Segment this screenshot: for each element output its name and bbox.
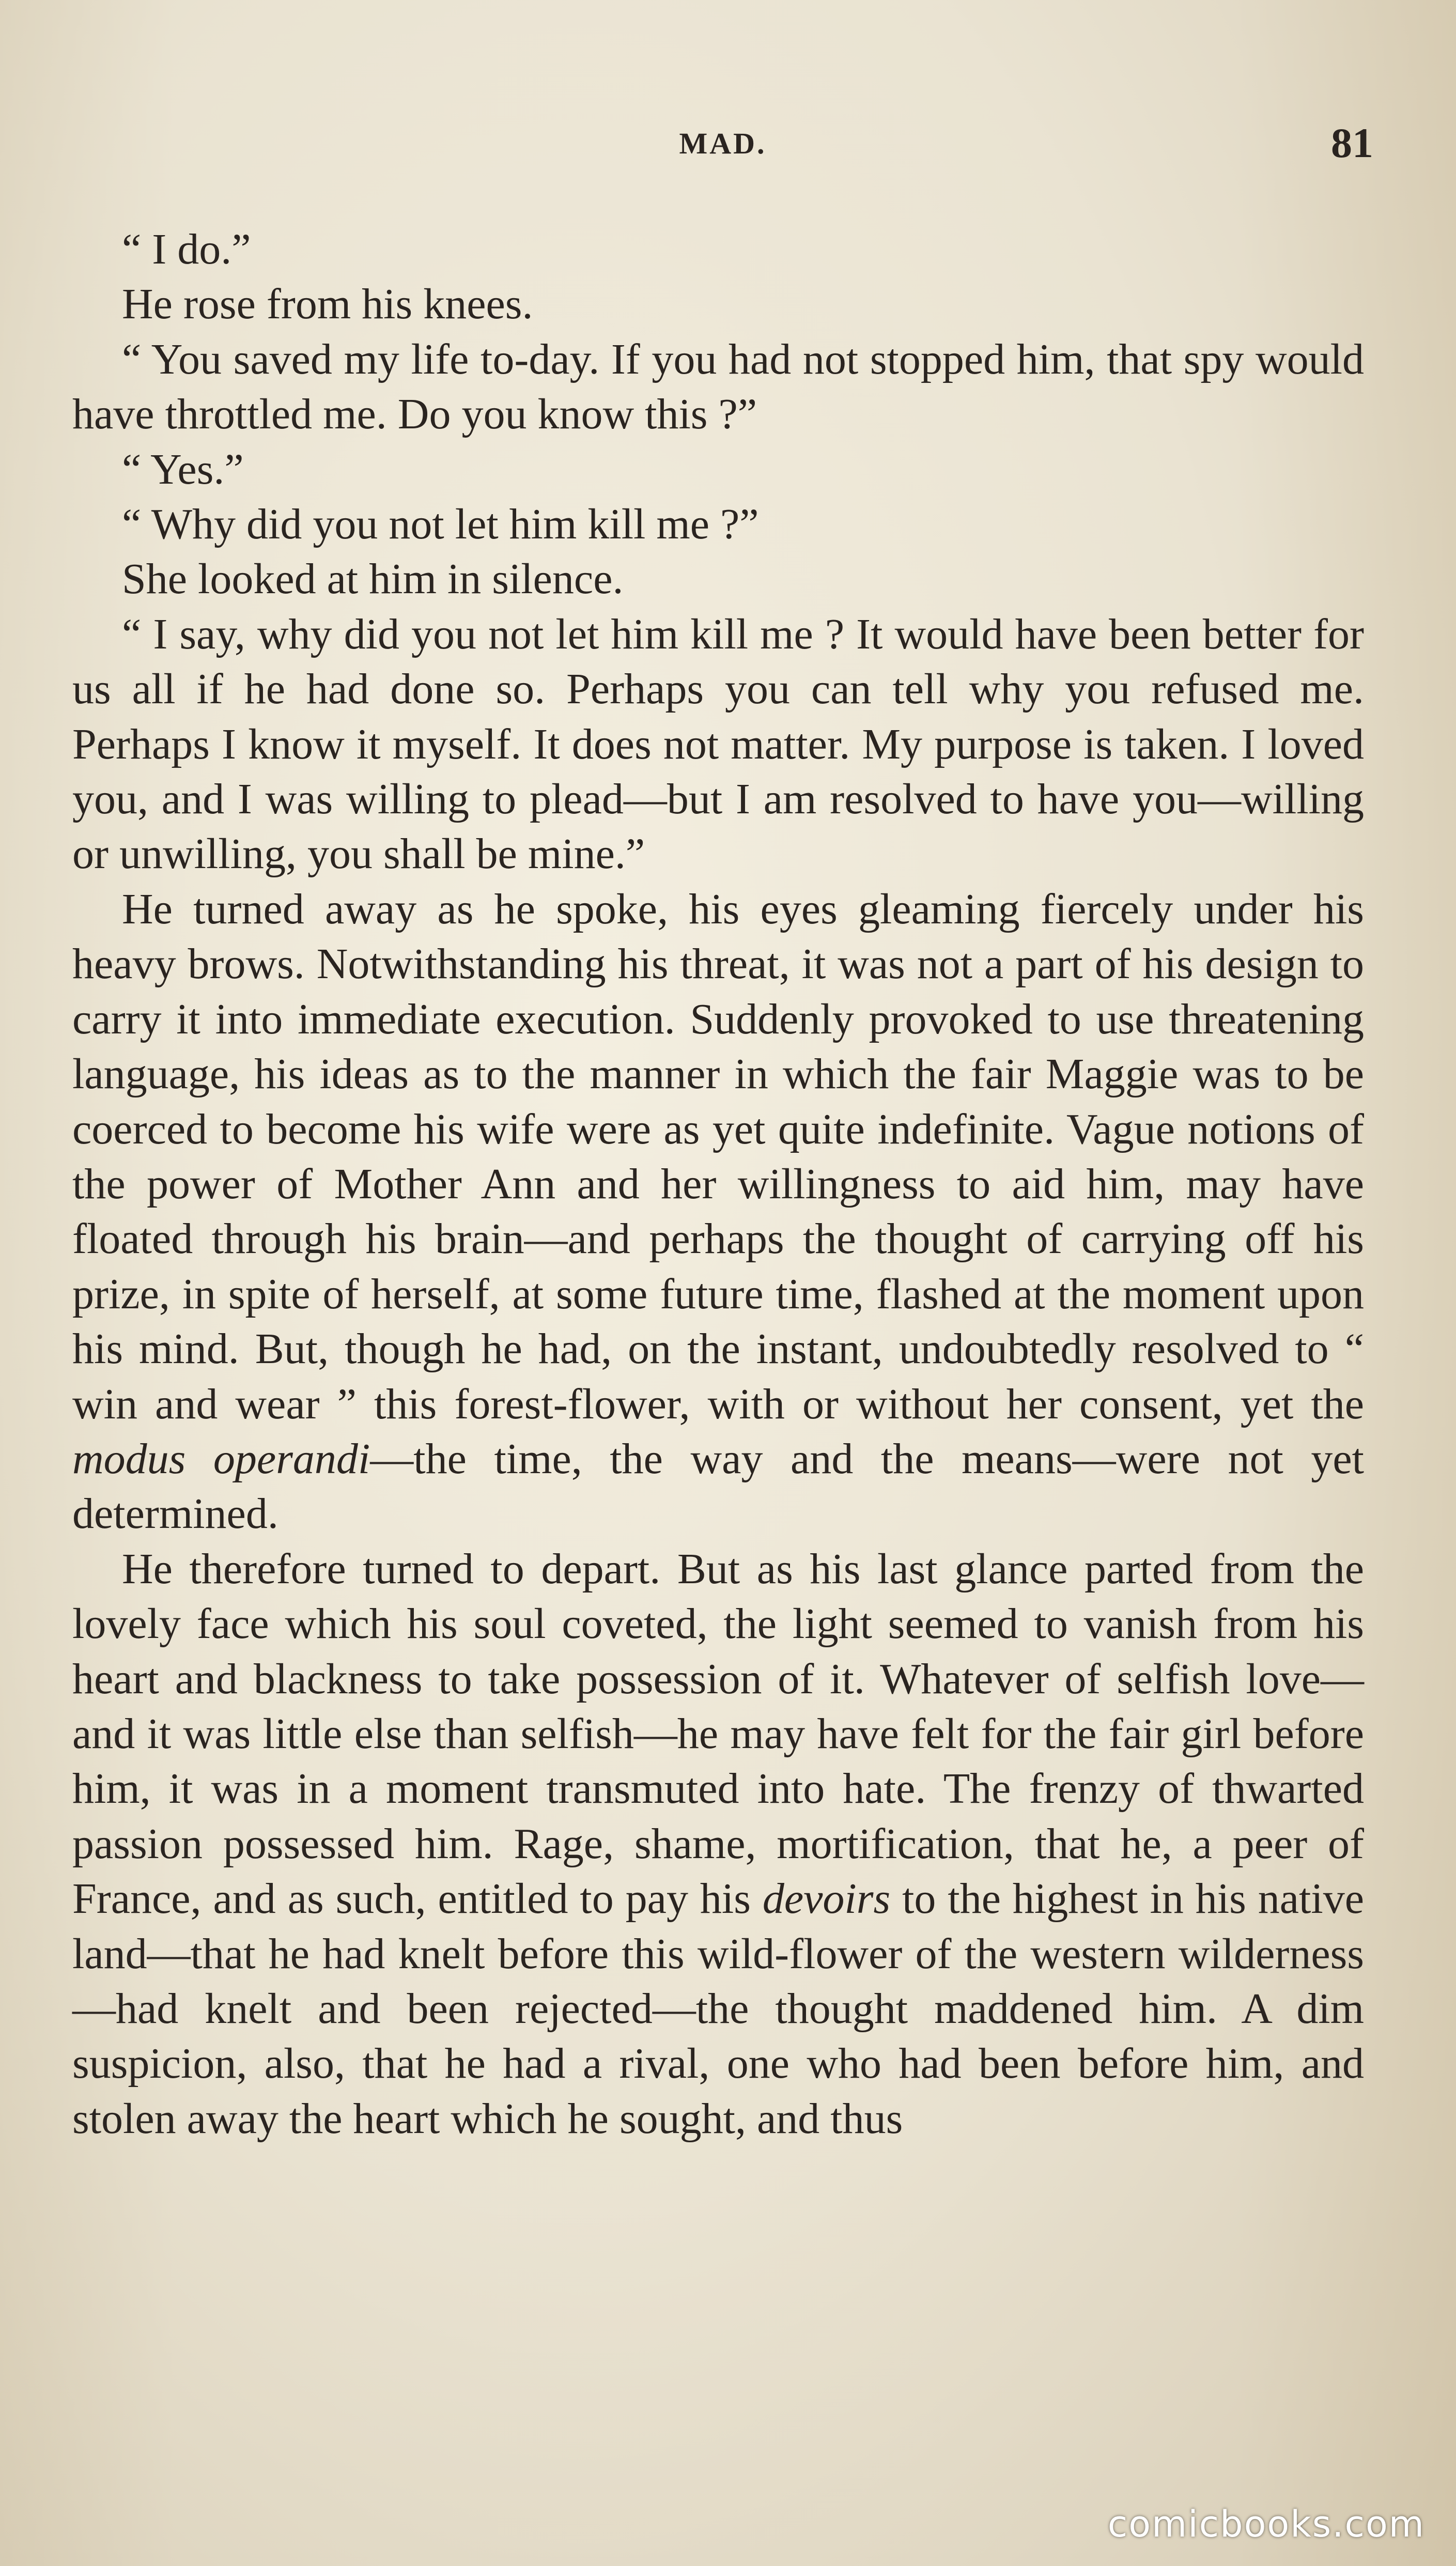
paragraph: “ I say, why did you not let him kill me ? It would have been better for us all if he had done so. Perhaps you can tell why you refused me. Perhaps I know it myself. It does not matter. My purpose is taken. I loved you, and I was willing to plead—but I am resolved to have you—willing or unwilling, you shall be mine.” <box>72 610 1364 878</box>
italic-phrase: devoirs <box>762 1875 891 1923</box>
paragraph <box>72 882 1364 1542</box>
watermark: comicbooks.com <box>1107 2503 1425 2545</box>
running-head: MAD. <box>679 127 767 160</box>
paragraph: “ I do.” <box>122 225 251 273</box>
paragraph-text: He therefore turned to depart. But as his last glance parted from the lovely face which his soul coveted, the light seemed to vanish from his heart and blackness to take possession of it. Whatever of selfish love—and it was little else than selfish—he may have felt for the fair girl before him, it was in a moment transmuted into hate. The frenzy of thwarted passion possessed him. Rage, shame, mortification, that he, a peer of France, and as such, entitled to pay his <box>72 1544 1364 1923</box>
page-number: 81 <box>1331 119 1373 166</box>
body-text <box>72 222 1364 2146</box>
paragraph <box>72 1542 1364 2146</box>
paragraph: “ Yes.” <box>122 445 244 493</box>
paragraph-text: —the time, the way and the means—were not yet determined. <box>72 1434 1364 1538</box>
paragraph: “ Why did you not let him kill me ?” <box>122 500 759 549</box>
page-header <box>72 119 1373 176</box>
paragraph-text: He turned away as he spoke, his eyes gleaming fiercely under his heavy brows. Notwithstanding his threat, it was not a part of his design to carry it into immediate execution. Suddenly provoked to use threatening language, his ideas as to the manner in which the fair Maggie was to be coerced to become his wife were as yet quite indefinite. Vague notions of the power of Mother Ann and her willingness to aid him, may have floated through his brain—and perhaps the thought of carrying off his prize, in spite of herself, at some future time, flashed at the moment upon his mind. But, though he had, on the instant, undoubtedly resolved to “ win and wear ” this forest-flower, with or without her consent, yet the <box>72 885 1364 1428</box>
paragraph: “ You saved my life to-day. If you had not stopped him, that spy would have throttled me. Do you know this ?” <box>72 335 1364 439</box>
italic-phrase: modus operandi <box>72 1434 370 1483</box>
paragraph: He rose from his knees. <box>122 280 533 329</box>
paragraph-text: to the highest in his native land—that he had knelt before this wild-flower of the western wilderness—had knelt and been rejected—the thought maddened him. A dim suspicion, also, that he had a rival, one who had been before him, and stolen away the heart which he sought, and thus <box>72 1875 1364 2143</box>
paragraph: She looked at him in silence. <box>122 555 624 604</box>
